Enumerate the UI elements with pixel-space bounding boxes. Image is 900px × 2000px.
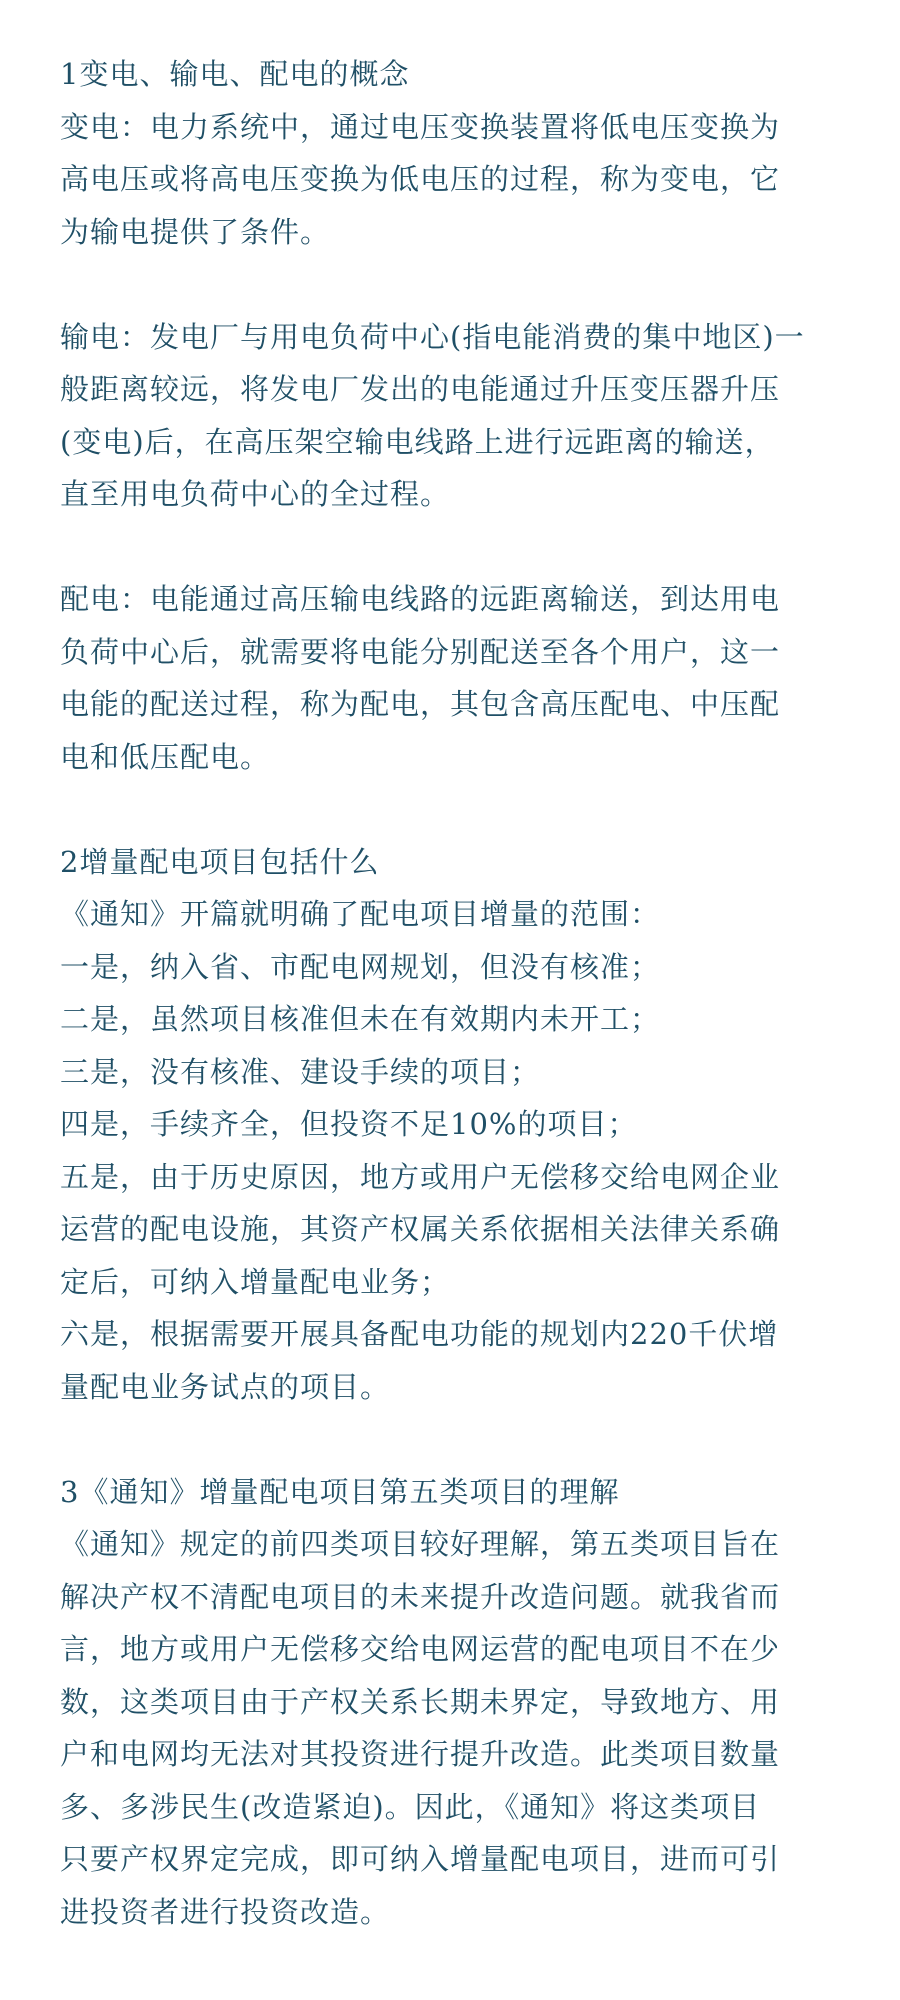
list-line: 三是，没有核准、建设手续的项目； [60, 1054, 541, 1089]
list-line: 定后，可纳入增量配电业务； [60, 1264, 451, 1299]
list-line: 《通知》开篇就明确了配电项目增量的范围： [60, 897, 661, 931]
paragraph-line: 解决产权不清配电项目的未来提升改造问题。就我省而 [60, 1579, 781, 1614]
list-line: 五是，由于历史原因，地方或用户无偿移交给电网企业 [60, 1159, 781, 1194]
paragraph-line: 负荷中心后，就需要将电能分别配送至各个用户，这一 [60, 634, 781, 669]
list-line: 运营的配电设施，其资产权属关系依据相关法律关系确 [60, 1212, 781, 1246]
paragraph-gap [60, 783, 860, 836]
paragraph-line: 电和低压配电。 [60, 739, 271, 774]
paragraph-line: 变电：电力系统中，通过电压变换装置将低电压变换为 [60, 109, 781, 144]
paragraph-gap [60, 521, 860, 574]
paragraph-line: 输电：发电厂与用电负荷中心(指电能消费的集中地区)一 [60, 319, 805, 354]
paragraph-line: 般距离较远，将发电厂发出的电能通过升压变压器升压 [60, 372, 781, 406]
list-line: 二是，虽然项目核准但未在有效期内未开工； [60, 1002, 661, 1036]
paragraph-line: 进投资者进行投资改造。 [60, 1894, 391, 1929]
paragraph-gap [60, 258, 860, 311]
paragraph-line: 只要产权界定完成，即可纳入增量配电项目，进而可引 [60, 1842, 781, 1876]
paragraph-line: 电能的配送过程，称为配电，其包含高压配电、中压配 [60, 687, 781, 721]
paragraph-line: 直至用电负荷中心的全过程。 [60, 477, 451, 511]
section-2-heading: 2增量配电项目包括什么 [60, 844, 380, 879]
paragraph-line: (变电)后，在高压架空输电线路上进行远距离的输送， [60, 424, 775, 459]
section-3-heading: 3《通知》增量配电项目第五类项目的理解 [60, 1474, 620, 1509]
paragraph-line: 《通知》规定的前四类项目较好理解，第五类项目旨在 [60, 1527, 781, 1561]
paragraph-line: 为输电提供了条件。 [60, 214, 331, 249]
paragraph-line: 配电：电能通过高压输电线路的远距离输送，到达用电 [60, 582, 781, 616]
paragraph-line: 言，地方或用户无偿移交给电网运营的配电项目不在少 [60, 1632, 781, 1666]
list-line: 一是，纳入省、市配电网规划，但没有核准； [60, 949, 661, 984]
section-1-heading: 1变电、输电、配电的概念 [60, 57, 410, 91]
paragraph-line: 多、多涉民生(改造紧迫)。因此，《通知》将这类项目 [60, 1789, 761, 1824]
list-line: 量配电业务试点的项目。 [60, 1369, 391, 1404]
paragraph-gap [60, 1413, 860, 1466]
paragraph-line: 户和电网均无法对其投资进行提升改造。此类项目数量 [60, 1737, 781, 1771]
list-line: 四是，手续齐全，但投资不足10%的项目； [60, 1107, 638, 1141]
list-line: 六是，根据需要开展具备配电功能的规划内220千伏增 [60, 1317, 779, 1351]
paragraph-line: 高电压或将高电压变换为低电压的过程，称为变电，它 [60, 162, 781, 196]
paragraph-line: 数，这类项目由于产权关系长期未界定，导致地方、用 [60, 1684, 781, 1719]
